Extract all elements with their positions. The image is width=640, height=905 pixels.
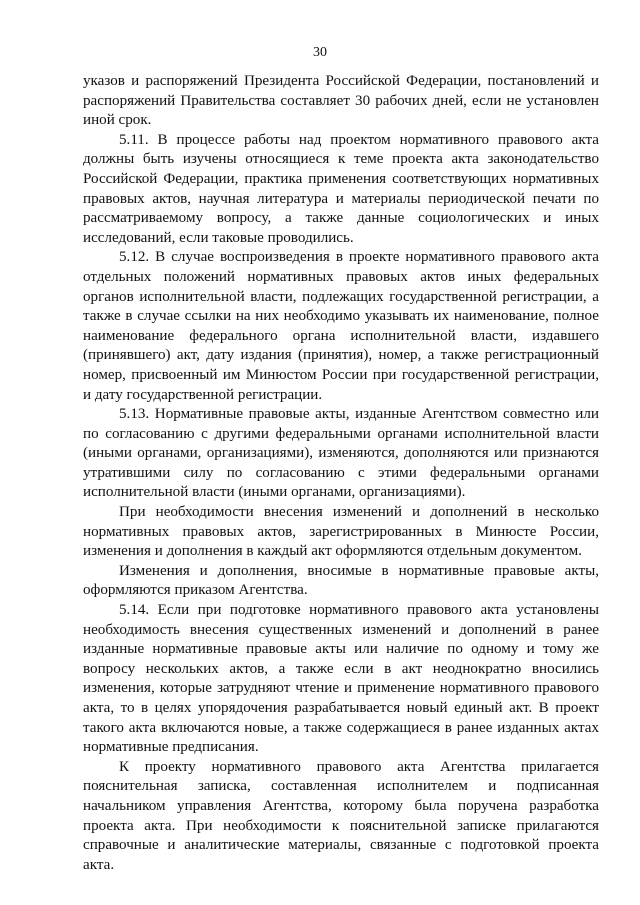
paragraph-amendments-order: Изменения и дополнения, вносимые в нормативные правовые акты, оформляются приказом Агентства. (83, 562, 599, 599)
paragraph-5-11: 5.11. В процессе работы над проектом нормативного правового акта должны быть изучены относящиеся к теме проекта акта законодательство Российской Федерации, практика применения соответствующих нормативных правовых актов, научная литература и материалы периодической печати по рассматриваемому вопросу, а также данные социологических и иных исследований, если таковые проводились. (83, 131, 599, 246)
paragraph-5-12: 5.12. В случае воспроизведения в проекте нормативного правового акта отдельных положений нормативных правовых актов иных федеральных органов исполнительной власти, подлежащих государственной регистрации, а также в случае ссылки на них необходимо указывать их наименование, полное наименование федерального органа исполнительной власти, издавшего (принявшего) акт, дату издания (принятия), номер, а также регистрационный номер, присвоенный им Минюстом России при государственной регистрации, и дату государственной регистрации. (83, 249, 599, 403)
paragraph-explanatory-note: К проекту нормативного правового акта Агентства прилагается пояснительная записка, составленная исполнителем и подписанная начальником управления Агентства, которому была поручена разработка проекта акта. При необходимости к пояснительной записке прилагаются справочные и аналитические материалы, связанные с подготовкой проекта акта. (83, 758, 599, 873)
body-text (83, 72, 599, 875)
paragraph-5-13: 5.13. Нормативные правовые акты, изданные Агентством совместно или по согласованию с другими федеральными органами исполнительной власти (иными органами, организациями), изменяются, дополняются или признаются утратившими силу по согласованию с этими федеральными органами исполнительной власти (иными органами, организациями). (83, 406, 599, 501)
page-number: 30 (313, 45, 327, 60)
paragraph-continuation: указов и распоряжений Президента Российской Федерации, постановлений и распоряжений Правительства составляет 30 рабочих дней, если не установлен иной срок. (83, 73, 599, 129)
paragraph-5-14: 5.14. Если при подготовке нормативного правового акта установлены необходимость внесения существенных изменений и дополнений в ранее изданные нормативные правовые акты или наличие по одному и тому же вопросу нескольких актов, а также если в акт неоднократно вносились изменения, которые затрудняют чтение и применение нормативного правового акта, то в целях упорядочения разрабатывается новый единый акт. В проект такого акта включаются новые, а также содержащиеся в ранее изданных актах нормативные предписания. (83, 602, 599, 756)
paragraph-amendments-several-acts: При необходимости внесения изменений и дополнений в несколько нормативных правовых актов, зарегистрированных в Минюсте России, изменения и дополнения в каждый акт оформляются отдельным документом. (83, 504, 599, 560)
